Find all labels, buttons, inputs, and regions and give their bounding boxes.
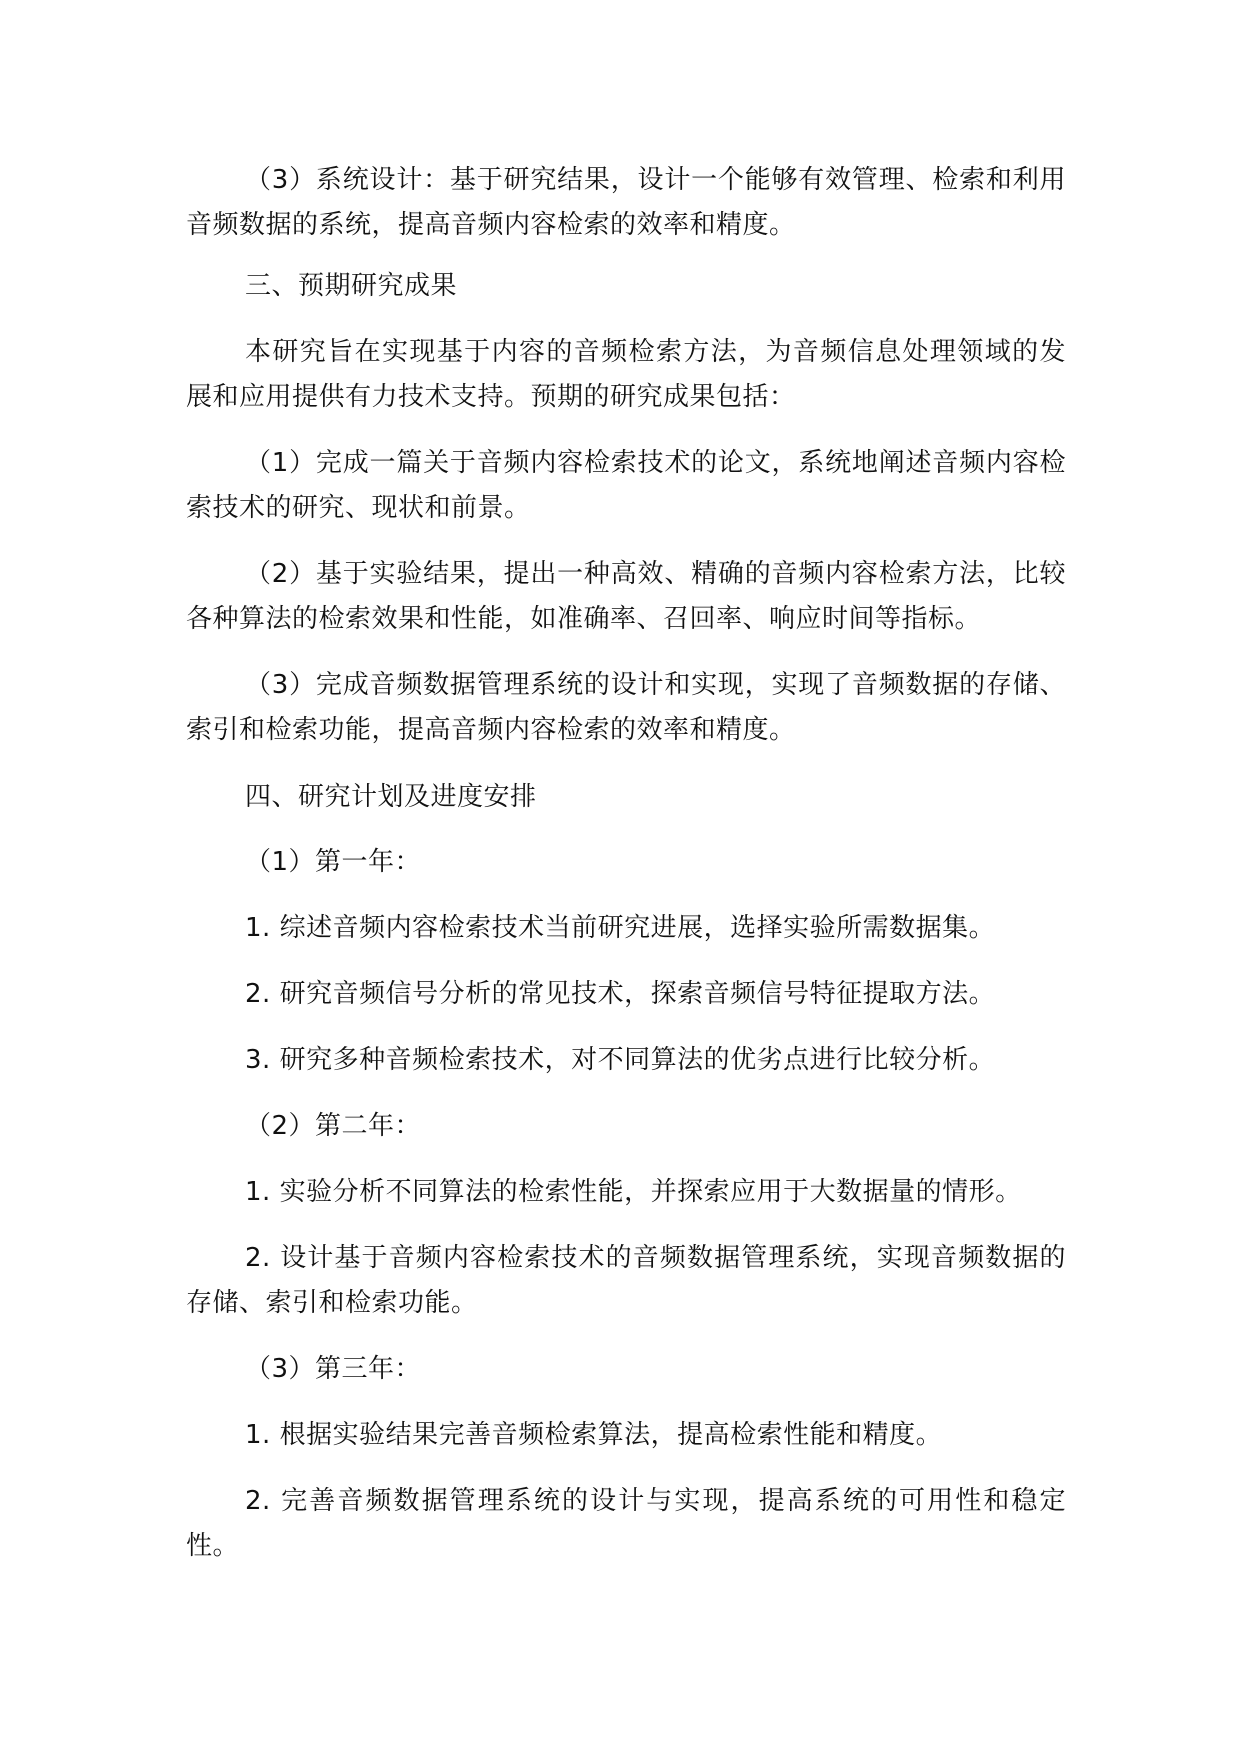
heading-expected-results: 三、预期研究成果 [245, 271, 458, 301]
heading-year-3: （3）第三年： [245, 1354, 422, 1384]
list-item-year3-2: 2. 完善音频数据管理系统的设计与实现，提高系统的可用性和稳定性。 [186, 1486, 1066, 1561]
heading-research-plan: 四、研究计划及进度安排 [245, 782, 537, 812]
paragraph-system-design: （3）系统设计：基于研究结果，设计一个能够有效管理、检索和利用音频数据的系统，提高音频内容检索的效率和精度。 [186, 165, 1066, 240]
list-item-year2-2: 2. 设计基于音频内容检索技术的音频数据管理系统，实现音频数据的存储、索引和检索功能。 [186, 1243, 1066, 1318]
list-item-year2-1: 1. 实验分析不同算法的检索性能，并探索应用于大数据量的情形。 [245, 1177, 1022, 1207]
paragraph-result-1: （1）完成一篇关于音频内容检索技术的论文，系统地阐述音频内容检索技术的研究、现状和前景。 [186, 448, 1066, 523]
heading-year-1: （1）第一年： [245, 847, 422, 877]
list-item-year3-1: 1. 根据实验结果完善音频检索算法，提高检索性能和精度。 [245, 1420, 943, 1450]
list-item-year1-2: 2. 研究音频信号分析的常见技术，探索音频信号特征提取方法。 [245, 979, 996, 1009]
paragraph-results-intro: 本研究旨在实现基于内容的音频检索方法，为音频信息处理领域的发展和应用提供有力技术支持。预期的研究成果包括： [186, 337, 1066, 412]
heading-year-2: （2）第二年： [245, 1111, 422, 1141]
list-item-year1-1: 1. 综述音频内容检索技术当前研究进展，选择实验所需数据集。 [245, 913, 996, 943]
list-item-year1-3: 3. 研究多种音频检索技术，对不同算法的优劣点进行比较分析。 [245, 1045, 996, 1075]
paragraph-result-3: （3）完成音频数据管理系统的设计和实现，实现了音频数据的存储、索引和检索功能，提高音频内容检索的效率和精度。 [186, 670, 1066, 745]
paragraph-result-2: （2）基于实验结果，提出一种高效、精确的音频内容检索方法，比较各种算法的检索效果和性能，如准确率、召回率、响应时间等指标。 [186, 559, 1066, 634]
